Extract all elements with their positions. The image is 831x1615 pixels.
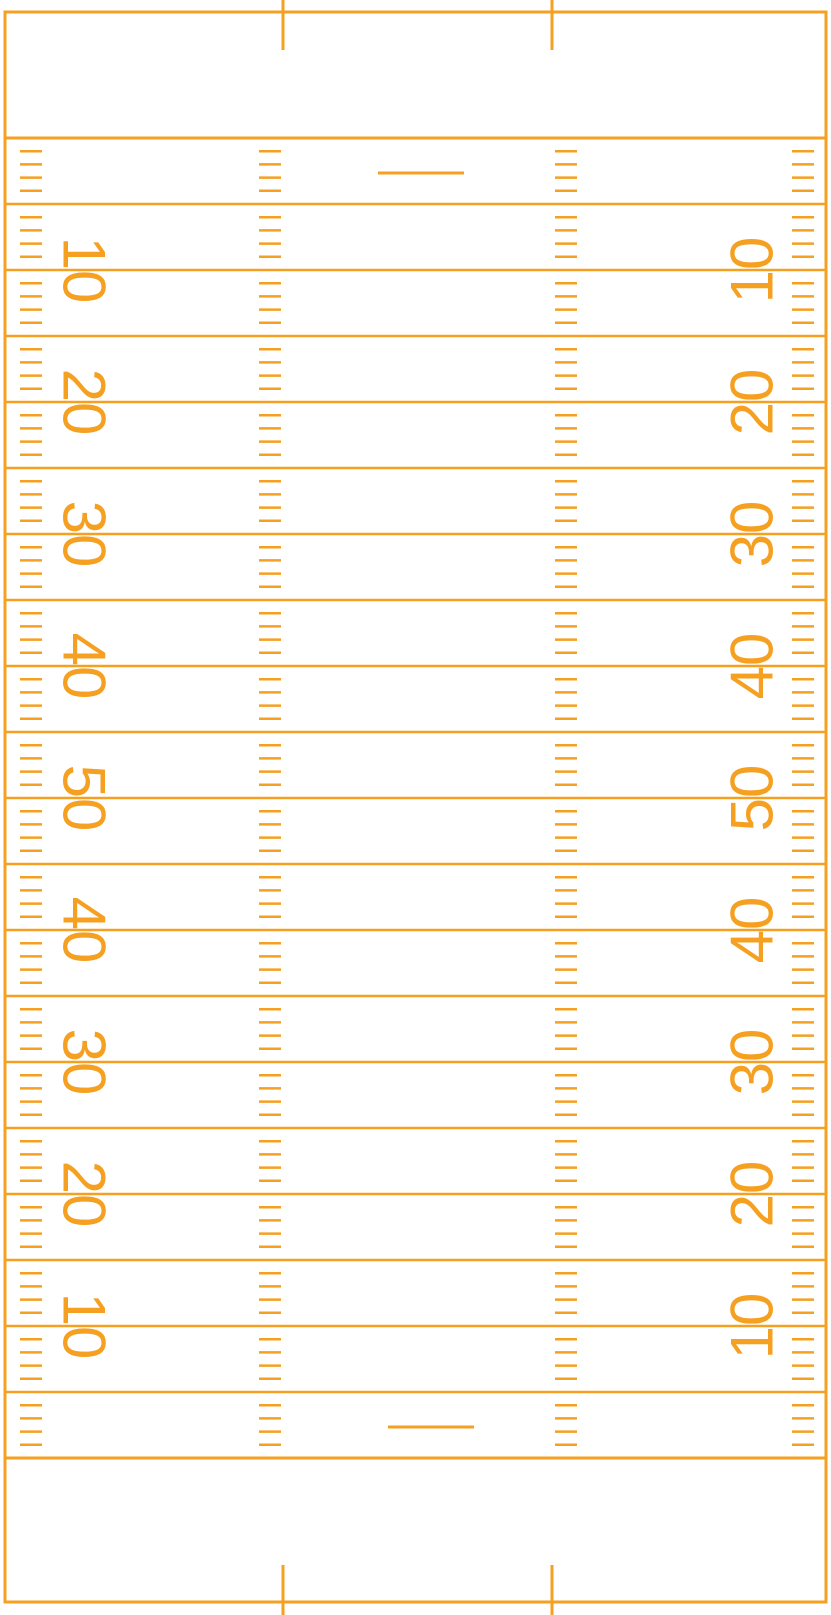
yard-number-right: 10 bbox=[718, 1292, 786, 1360]
yard-number-left: 10 bbox=[50, 1292, 118, 1360]
field-lines bbox=[5, 0, 826, 1615]
yard-number-left: 40 bbox=[50, 632, 118, 700]
yard-number-right: 20 bbox=[718, 368, 786, 436]
yard-number-left: 30 bbox=[50, 500, 118, 568]
yard-number-left: 40 bbox=[50, 896, 118, 964]
yard-number-left: 20 bbox=[50, 368, 118, 436]
yard-number-right: 30 bbox=[718, 1028, 786, 1096]
yard-number-right: 20 bbox=[718, 1160, 786, 1228]
yard-number-right: 10 bbox=[718, 236, 786, 304]
yard-number-right: 50 bbox=[718, 764, 786, 832]
yard-number-left: 10 bbox=[50, 236, 118, 304]
field-boundary bbox=[5, 12, 826, 1602]
yard-number-right: 30 bbox=[718, 500, 786, 568]
yard-number-left: 50 bbox=[50, 764, 118, 832]
yard-number-left: 30 bbox=[50, 1028, 118, 1096]
yard-number-left: 20 bbox=[50, 1160, 118, 1228]
yard-number-right: 40 bbox=[718, 896, 786, 964]
yard-number-right: 40 bbox=[718, 632, 786, 700]
